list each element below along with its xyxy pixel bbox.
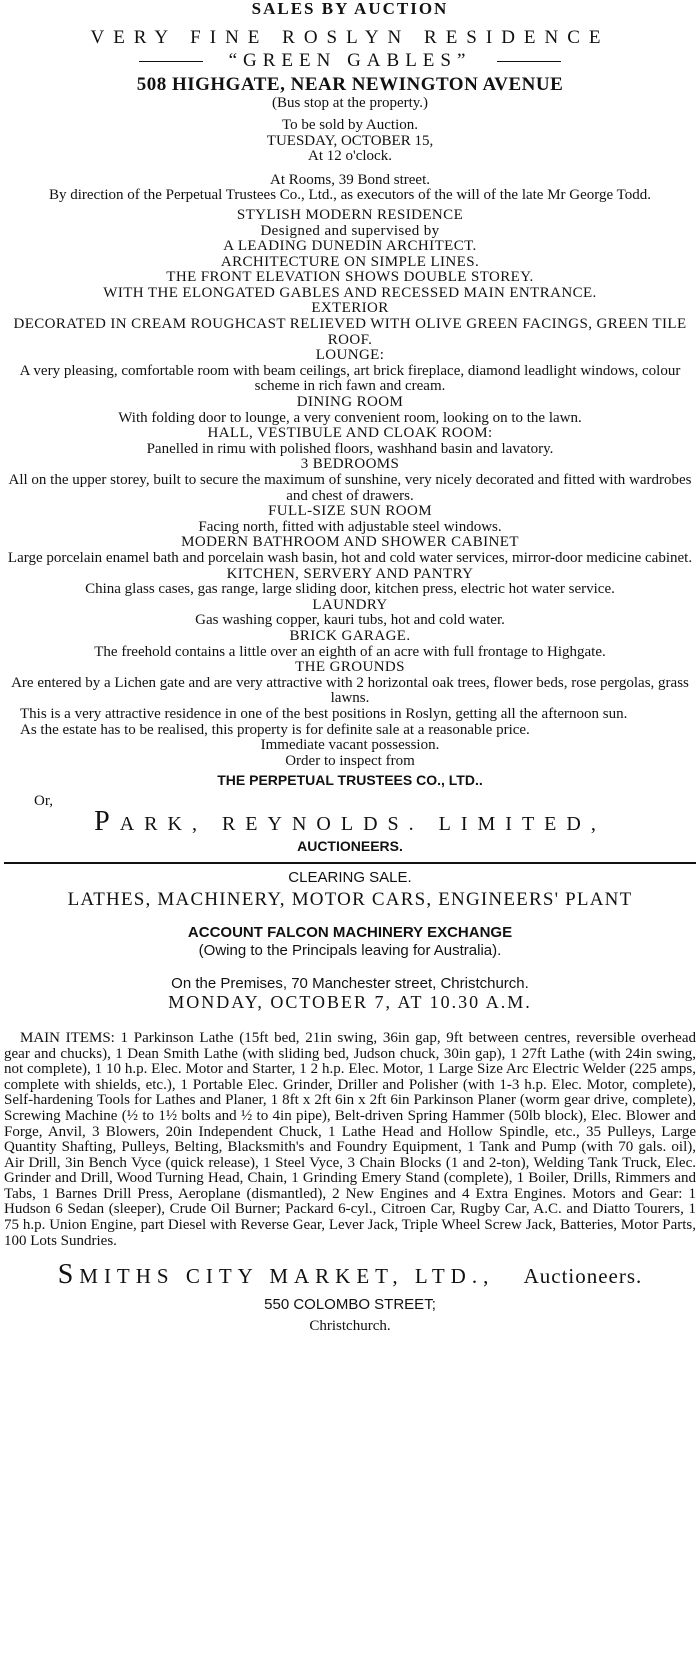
smiths-city: Christchurch.	[309, 1317, 391, 1334]
residence-paragraph: This is a very attractive residence in one of the best positions in Roslyn, getting all the afternoon sun.	[20, 705, 628, 722]
section-heading: 3 BEDROOMS	[300, 456, 400, 473]
feature-list	[4, 208, 696, 302]
room-sections	[4, 301, 696, 706]
feature-line: WITH THE ELONGATED GABLES AND RECESSED MAIN ENTRANCE.	[103, 284, 597, 301]
section-text: China glass cases, gas range, large sliding door, kitchen press, electric hot water service.	[85, 581, 615, 598]
section-text: With folding door to lounge, a very convenient room, looking on to the lawn.	[118, 409, 582, 426]
clearing-sale-advertisement	[4, 870, 696, 1335]
feature-line: STYLISH MODERN RESIDENCE	[236, 206, 464, 223]
roslyn-advertisement	[4, 27, 696, 854]
feature-line: ARCHITECTURE ON SIMPLE LINES.	[220, 253, 480, 270]
section-text: A very pleasing, comfortable room with beam ceilings, art brick fireplace, diamond leadlight windows, colour scheme in rich fawn and cream.	[19, 362, 681, 395]
section-header: SALES BY AUCTION	[251, 0, 449, 18]
clearing-subtitle: LATHES, MACHINERY, MOTOR CARS, ENGINEERS' PLANT	[67, 889, 633, 911]
section-heading: DINING ROOM	[296, 394, 404, 411]
auctioneers-label: AUCTIONEERS.	[297, 838, 403, 855]
section-text: The freehold contains a little over an eighth of an acre with full frontage to Highgate.	[94, 643, 606, 660]
clearing-title: CLEARING SALE.	[288, 868, 412, 886]
property-title: VERY FINE ROSLYN RESIDENCE	[90, 27, 610, 48]
property-name: “GREEN GABLES”	[228, 49, 472, 71]
property-address: 508 HIGHGATE, NEAR NEWINGTON AVENUE	[136, 73, 564, 95]
auctioneer-name	[4, 805, 696, 839]
feature-line: A LEADING DUNEDIN ARCHITECT.	[223, 238, 477, 255]
section-text: Panelled in rimu with polished floors, washhand basin and lavatory.	[146, 440, 554, 457]
auction-date: TUESDAY, OCTOBER 15,	[266, 132, 434, 149]
inspect-note: Order to inspect from	[285, 752, 415, 769]
auction-time: At 12 o'clock.	[308, 148, 392, 165]
smiths-initial: S	[57, 1259, 80, 1291]
section-heading: THE GROUNDS	[295, 659, 405, 676]
owing-note: (Owing to the Principals leaving for Australia).	[198, 941, 502, 959]
or-label: Or,	[34, 792, 53, 809]
section-text: Are entered by a Lichen gate and are very attractive with 2 horizontal oak trees, flower beds, rose pergolas, grass lawns.	[11, 674, 689, 707]
feature-line: THE FRONT ELEVATION SHOWS DOUBLE STOREY.	[166, 269, 534, 286]
direction-note: By direction of the Perpetual Trustees Co., Ltd., as executors of the will of the late Mr George Todd.	[48, 187, 652, 204]
section-heading: EXTERIOR	[311, 300, 389, 317]
auction-rooms: At Rooms, 39 Bond street.	[270, 171, 430, 188]
section-text: All on the upper storey, built to secure the maximum of sunshine, very nicely decorated and fitted with wardrobes and chest of drawers.	[8, 472, 692, 504]
trustees-name: THE PERPETUAL TRUSTEES CO., LTD..	[217, 772, 483, 789]
right-rule	[497, 61, 561, 62]
premises-note: On the Premises, 70 Manchester street, Christchurch.	[171, 975, 529, 993]
section-heading: MODERN BATHROOM AND SHOWER CABINET	[181, 534, 519, 551]
possession-note: Immediate vacant possession.	[260, 737, 440, 754]
bus-stop-note: (Bus stop at the property.)	[271, 95, 429, 112]
section-heading: LAUNDRY	[312, 596, 388, 613]
section-heading: BRICK GARAGE.	[289, 627, 411, 644]
section-text: Facing north, fitted with adjustable steel windows.	[198, 518, 502, 535]
auctioneer-rest: ARK, REYNOLDS. LIMITED,	[119, 813, 606, 836]
section-heading: KITCHEN, SERVERY AND PANTRY	[226, 565, 474, 582]
smiths-street: 550 COLOMBO STREET;	[264, 1296, 436, 1314]
section-heading: FULL-SIZE SUN ROOM	[268, 503, 432, 520]
section-heading: HALL, VESTIBULE AND CLOAK ROOM:	[207, 425, 493, 442]
section-text: DECORATED IN CREAM ROUGHCAST RELIEVED WITH OLIVE GREEN FACINGS, GREEN TILE ROOF.	[13, 316, 687, 348]
main-items-list: MAIN ITEMS: 1 Parkinson Lathe (15ft bed, 21in swing, 36in gap, 9ft between centres, reversible overhead gear and chucks), 1 Dean Smith Lathe (with sliding bed, Judson chuck, 30in gap), 1 27ft Lathe (with 24in swing, not complete), 1 10 h.p. Elec. Motor and Starter, 1 2 h.p. Elec. Motor, 1 Large Size Arc Electric Welder (225 amps, complete with shields, etc.), 1 Portable Elec. Grinder, Driller and Polisher (with 1-3 h.p. Elec. Motor, complete), Self-hardening Tools for Lathes and Planer, 1 8ft x 2ft 6in x 2ft 6in Parkinson Planer (worm gear drive, complete), Screwing Machine (½ to 1½ bolts and ½ to 4in pipe), Belt-driven Spring Hammer (50lb block), Elec. Blower and Forge, Anvil, 3 Blowers, 20in Independent Chuck, 1 Lathe Head and Hollow Spindle, etc., 35 Pulleys, Large Quantity Shafting, Pulleys, Belting, Blacksmith's and Foundry Equipment, 1 Tank and Pump (with 70 gals. oil), Air Drill, 3in Bench Vyce (quick release), 1 Steel Vyce, 3 Chain Blocks (1 and 2-ton), Welding Tank Truck, Elec. Grinder and Drill, Wood Turning Head, Chain, 1 Grinding Emery Stand (complete), 1 Boiler, Drills, Rimmers and Tabs, 1 Barnes Drill Press, Aeroplane (dismantled), 2 New Engines and 4 Extra Engines. Motors and Gear: 1 Hudson 6 Sedan (sleeper), Crude Oil Burner; Packard 6-cyl., Citroen Car, Rugby Car, A.C. and Diatto Tourers, 1 75 h.p. Union Engine, part Diesel with Reverse Gear, Lever Jack, Triple Wheel Screw Jack, Batteries, Motor Parts, 100 Lots Sundries.	[4, 1029, 696, 1249]
property-name-row	[4, 50, 696, 73]
sold-by-auction: To be sold by Auction.	[281, 116, 419, 133]
section-text: Large porcelain enamel bath and porcelain wash basin, hot and cold water services, mirror-door medicine cabinet.	[7, 549, 693, 566]
feature-line: Designed and supervised by	[260, 222, 440, 239]
auctioneer-initial: P	[94, 806, 120, 838]
section-text: Gas washing copper, kauri tubs, hot and cold water.	[195, 612, 505, 629]
smiths-name: MITHS CITY MARKET, LTD.,	[79, 1264, 495, 1289]
left-rule	[139, 61, 203, 62]
smiths-auctioneers-label: Auctioneers.	[523, 1264, 643, 1289]
sale-paragraph: As the estate has to be realised, this property is for definite sale at a reasonable price.	[20, 721, 530, 738]
divider-rule	[4, 862, 696, 864]
smiths-auctioneer-row	[4, 1259, 696, 1291]
section-heading: LOUNGE:	[315, 347, 385, 364]
clearing-date: MONDAY, OCTOBER 7, AT 10.30 A.M.	[168, 991, 532, 1012]
account-name: ACCOUNT FALCON MACHINERY EXCHANGE	[187, 924, 513, 942]
